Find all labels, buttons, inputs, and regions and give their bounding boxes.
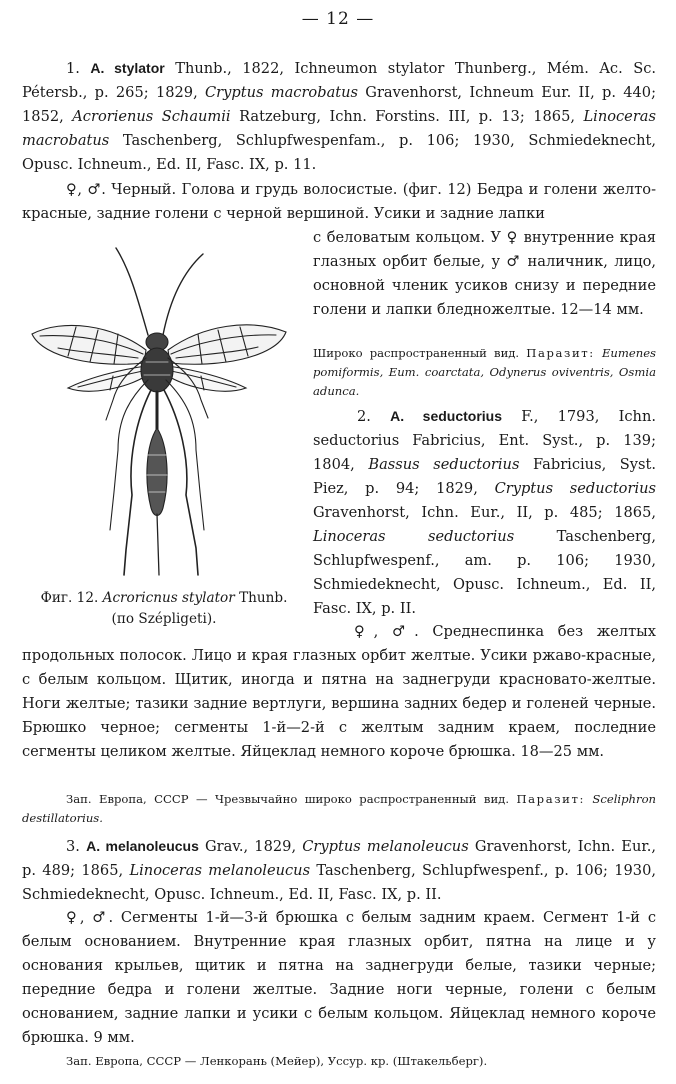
entry3-bibliography: [22, 834, 656, 907]
species-synonym: Linoceras macrobatus: [22, 108, 656, 149]
entry3-species-name: A. melanoleucus: [86, 838, 199, 854]
insect-figure-image: [18, 230, 308, 590]
figure-species: Acroricnus stylator: [102, 590, 235, 606]
species-synonym: Acrorienus Schaumii: [72, 108, 231, 125]
species-synonym: Cryptus melanoleucus: [302, 838, 469, 855]
citation-text: Ratzeburg, Ichn. Forstins. III, p. 13; 1865,: [230, 108, 584, 125]
entry1-species-name: A. stylator: [90, 60, 165, 76]
entry2-distribution: Зап. Европа, СССР — Чрезвычайно широко распространенный вид. Паразит: Sceliphron destillatorius.: [22, 792, 657, 825]
species-synonym: Cryptus macrobatus: [205, 84, 359, 101]
figure-source: (по Szépligeti).: [111, 611, 217, 627]
citation-text: Taschenberg, Schlupfwespenf., am. p. 106; 1930, Schmiedeknecht, Opusc. Ichneum., Ed. II, Fasc. IX, p. II.: [313, 528, 656, 617]
entry2-biblio-text: [313, 408, 656, 617]
species-synonym: Linoceras seductorius: [313, 528, 515, 545]
entry2-species-name: A. seductorius: [390, 408, 503, 424]
entry1-description-right: с беловатым кольцом. У ♀ внутренние края глазных орбит белые, у ♂ наличник, лицо, основной членик усиков снизу и передние голени и лапки бледножелтые. 12—14 мм.: [313, 229, 656, 318]
entry1-parasites: Eumenes pomiformis, Eum. coarctata, Odynerus oviventris, Osmia adunca.: [313, 346, 657, 398]
entry1-bibliography: [22, 56, 656, 177]
citation-text: F., 1793, Ichn. seductorius Fabricius, Ent. Syst., p. 139; 1804,: [313, 408, 656, 473]
citation-text: Grav., 1829,: [198, 838, 303, 855]
page-number: — 12 —: [301, 9, 375, 29]
citation-text: Gravenhorst, Ichn. Eur., II, p. 485; 1865,: [313, 504, 656, 521]
entry2-parasites: Sceliphron destillatorius.: [22, 792, 657, 825]
entry1-number: 1.: [66, 60, 80, 77]
entry3-number: 3.: [66, 838, 80, 855]
citation-text: Gravenhorst, Ichn. Eur., p. 489; 1865,: [22, 838, 656, 879]
species-synonym: Linoceras melanoleucus: [129, 862, 311, 879]
entry1-biblio-text: [22, 60, 656, 173]
entry3-distribution: Зап. Европа, СССР — Ленкорань (Мейер), Уссур. кр. (Штакельберг).: [66, 1054, 488, 1068]
figure-label: Фиг. 12.: [40, 590, 99, 606]
citation-text: Gravenhorst, Ichneum Eur. II, p. 440; 1852,: [22, 84, 656, 125]
citation-text: Fabricius, Syst. Piez, p. 94; 1829,: [313, 456, 657, 497]
entry3-description: ♀, ♂. Сегменты 1-й—3-й брюшка с белым задним краем. Сегмент 1-й с белым основанием. Внутренние края глазных орбит, пятна на лице и у основания крыльев, щитик и пятна на заднегруди белые, тазики черные; передние бедра и голени желтые. Задние ноги черные, голени с белым основанием, задние лапки и усики с белым кольцом. Яйцеклад немного короче брюшка. 9 мм.: [22, 909, 656, 1046]
citation-text: Taschenberg, Schlupfwespenf., p. 106; 1930, Schmiedeknecht, Opusc. Ichneum., Ed. II, Fasc. IX, p. II.: [22, 862, 657, 903]
entry2-number: 2.: [357, 408, 371, 425]
entry2-description: ♀, ♂. Среднеспинка без желтых продольных полосок. Лицо и края глазных орбит желтые. Усики ржаво-красные, с белым кольцом. Щитик, иногда и пятна на заднегруди красновато-желтые. Ноги желтые; тазики задние вертлуги, вершина задних бедер и голеней черные. Брюшко черное; сегменты 1-й—2-й с желтым задним краем, последние сегменты целиком желтые. Яйцеклад немного короче брюшка. 18—25 мм.: [22, 623, 656, 760]
species-synonym: Cryptus seductorius: [494, 480, 656, 497]
citation-text: Taschenberg, Schlupfwespenfam., p. 106; 1930, Schmiedeknecht, Opusc. Ichneum., Ed. II, Fasc. IX, p. 11.: [22, 132, 656, 173]
entry2-bibliography: [313, 404, 656, 621]
entry1-distribution: Широко распространенный вид. Паразит: Eumenes pomiformis, Eum. coarctata, Odynerus oviventris, Osmia adunca.: [313, 346, 657, 398]
species-synonym: Bassus seductorius: [368, 456, 520, 473]
entry1-description-top: ♀, ♂. Черный. Голова и грудь волосистые. (фиг. 12) Бедра и голени желто-красные, задние голени с черной вершиной. Усики и задние лапки: [22, 181, 656, 222]
figure-author: Thunb.: [239, 590, 288, 606]
citation-text: Thunb., 1822, Ichneumon stylator Thunberg., Mém. Ac. Sc. Pétersb., p. 265; 1829,: [22, 60, 657, 101]
